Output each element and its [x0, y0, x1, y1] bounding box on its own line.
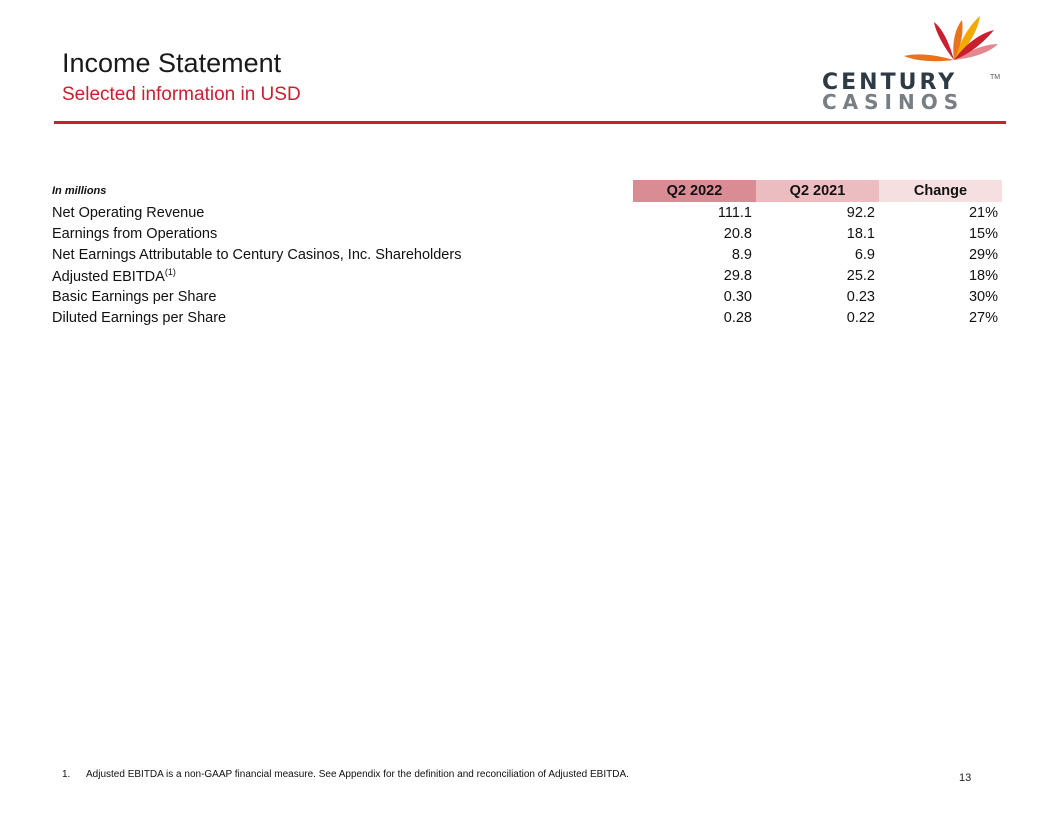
logo-text-casinos: CASINOS [822, 90, 965, 114]
value-q2-2022: 8.9 [731, 246, 752, 263]
value-q2-2022: 111.1 [717, 204, 752, 221]
value-change: 18% [968, 267, 998, 284]
row-label-text: Net Earnings Attributable to Century Casinos, Inc. Shareholders [52, 246, 462, 263]
value-q2-2021: 0.22 [846, 309, 875, 326]
income-statement-table [50, 180, 1002, 328]
footnote [62, 769, 629, 780]
column-header-q2-2022: Q2 2022 [633, 180, 756, 202]
value-q2-2022: 20.8 [723, 225, 752, 242]
row-label-text: Net Operating Revenue [52, 204, 205, 221]
row-label [50, 202, 633, 223]
value-q2-2022: 0.28 [723, 309, 752, 326]
row-label [50, 286, 633, 307]
row-label [50, 223, 633, 244]
footnote-reference: (1) [164, 266, 176, 277]
value-q2-2021: 92.2 [846, 204, 875, 221]
value-change: 27% [968, 309, 998, 326]
page-title: Income Statement [62, 48, 282, 78]
footnote-text: Adjusted EBITDA is a non-GAAP financial measure. See Appendix for the definition and reconciliation of Adjusted EBITDA. [86, 769, 629, 780]
trademark-mark: TM [990, 74, 1001, 81]
value-q2-2021: 0.23 [846, 288, 875, 305]
page-subtitle: Selected information in USD [62, 84, 301, 105]
table-row [50, 265, 1002, 286]
table-row [50, 202, 1002, 223]
value-q2-2022: 0.30 [723, 288, 752, 305]
value-change: 15% [968, 225, 998, 242]
row-label-text: Adjusted EBITDA [52, 268, 165, 285]
table-row [50, 244, 1002, 265]
row-label [50, 307, 633, 328]
row-label [50, 244, 633, 265]
value-q2-2021: 18.1 [846, 225, 875, 242]
table-row [50, 307, 1002, 328]
page-number: 13 [959, 772, 972, 784]
value-q2-2021: 6.9 [854, 246, 875, 263]
column-header-change: Change [879, 180, 1002, 202]
unit-label: In millions [52, 185, 107, 197]
table-row [50, 286, 1002, 307]
row-label-text: Diluted Earnings per Share [52, 309, 227, 326]
footnote-number: 1. [62, 769, 71, 780]
row-label [50, 265, 633, 286]
table-header-row [50, 180, 1002, 202]
value-change: 29% [968, 246, 998, 263]
header-rule [54, 121, 1006, 124]
row-label-text: Basic Earnings per Share [52, 288, 217, 305]
logo-text-century: CENTURY [822, 70, 958, 95]
value-change: 30% [968, 288, 998, 305]
table-row [50, 223, 1002, 244]
value-q2-2022: 29.8 [723, 267, 752, 284]
row-label-text: Earnings from Operations [52, 225, 218, 242]
value-q2-2021: 25.2 [846, 267, 875, 284]
column-header-q2-2021: Q2 2021 [756, 180, 879, 202]
value-change: 21% [968, 204, 998, 221]
